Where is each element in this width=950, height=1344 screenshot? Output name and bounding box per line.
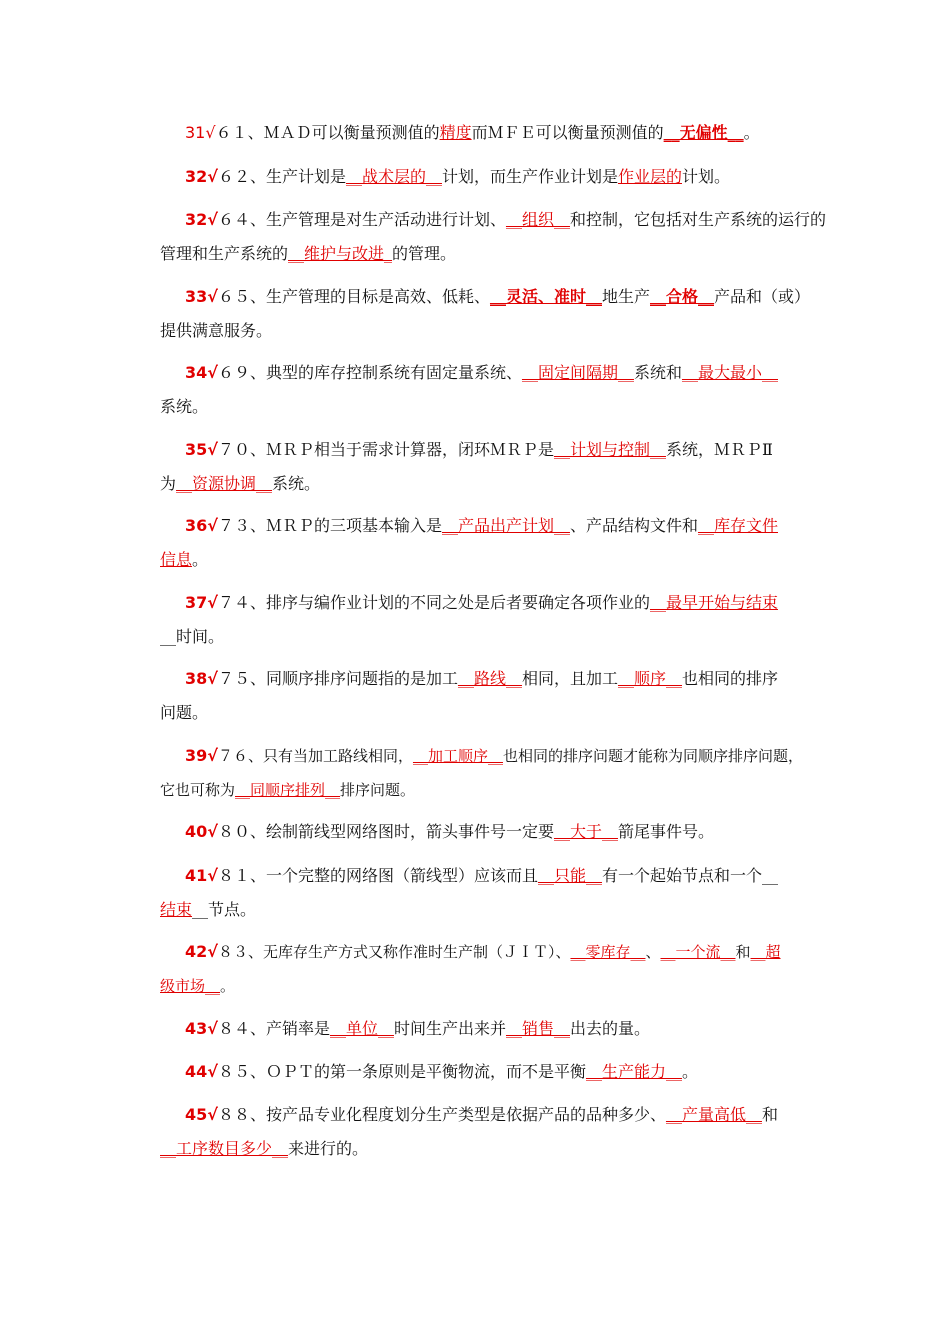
question-text: __节点。 xyxy=(192,900,257,919)
text-line xyxy=(160,969,840,1003)
question-text: 排序问题。 xyxy=(340,781,416,799)
question-item xyxy=(160,1055,840,1089)
question-item xyxy=(160,509,840,577)
question-number: 41√ xyxy=(185,866,218,885)
text-line xyxy=(160,859,840,893)
question-text: 的管理。 xyxy=(392,244,457,263)
answer-blank: 作业层的 xyxy=(617,167,682,186)
question-item xyxy=(160,356,840,424)
answer-blank: 结束 xyxy=(160,900,193,919)
text-line xyxy=(160,739,840,773)
question-number: 34√ xyxy=(185,363,218,382)
question-text: ７０、ＭＲＰ相当于需求计算器，闭环ＭＲＰ是 xyxy=(217,440,554,459)
question-text: 和 xyxy=(735,943,751,961)
answer-blank: __产量高低__ xyxy=(665,1105,762,1124)
text-line xyxy=(160,893,840,927)
question-text: ８８、按产品专业化程度划分生产类型是依据产品的品种多少、 xyxy=(217,1105,666,1124)
question-text: 计划，而生产作业计划是 xyxy=(441,167,618,186)
question-item xyxy=(160,586,840,654)
answer-blank: __灵活、准时__ xyxy=(489,287,602,306)
answer-blank: __战术层的__ xyxy=(345,167,442,186)
question-number: 31√ xyxy=(185,123,216,142)
question-item xyxy=(160,1012,840,1046)
question-item xyxy=(160,203,840,271)
text-line xyxy=(160,1132,840,1166)
answer-blank: __生产能力__ xyxy=(585,1062,682,1081)
question-text: ６１、ＭＡＤ可以衡量预测值的 xyxy=(215,123,440,142)
question-text: 相同，且加工 xyxy=(521,669,618,688)
question-number: 35√ xyxy=(185,440,218,459)
answer-blank: __产品出产计划__ xyxy=(441,516,570,535)
text-line xyxy=(160,620,840,654)
question-text: 。 xyxy=(220,977,236,995)
question-text: __时间。 xyxy=(160,627,225,646)
text-line xyxy=(160,543,840,577)
answer-blank: __库存文件 xyxy=(697,516,778,535)
question-item xyxy=(160,859,840,927)
question-number: 42√ xyxy=(185,942,218,961)
text-line xyxy=(160,116,840,150)
question-number: 40√ xyxy=(185,822,218,841)
question-item xyxy=(160,815,840,849)
question-item xyxy=(160,433,840,501)
text-line xyxy=(160,815,840,849)
answer-blank: __路线__ xyxy=(457,669,522,688)
answer-blank: __资源协调__ xyxy=(176,474,273,493)
question-number: 33√ xyxy=(185,287,218,306)
question-item xyxy=(160,739,840,807)
question-number: 32√ xyxy=(185,210,218,229)
question-text: ７５、同顺序排序问题指的是加工 xyxy=(217,669,458,688)
question-text: ６２、生产计划是 xyxy=(217,167,346,186)
answer-blank: __销售__ xyxy=(505,1019,570,1038)
question-item xyxy=(160,160,840,194)
question-text: ７６、只有当加工路线相同， xyxy=(217,747,413,765)
question-number: 45√ xyxy=(185,1105,218,1124)
question-item xyxy=(160,662,840,730)
text-line xyxy=(160,773,840,807)
answer-blank: 精度 xyxy=(439,123,472,142)
question-text: 提供满意服务。 xyxy=(160,321,273,340)
answer-blank: __大于__ xyxy=(553,822,618,841)
question-text: 它也可称为 xyxy=(160,781,236,799)
question-text: 、 xyxy=(645,943,661,961)
question-text: 。 xyxy=(192,550,209,569)
question-text: 和控制，它包括对生产系统的运行的 xyxy=(569,210,826,229)
question-text: 时间生产出来并 xyxy=(393,1019,506,1038)
answer-blank: 信息 xyxy=(160,550,193,569)
text-line xyxy=(160,356,840,390)
text-line xyxy=(160,433,840,467)
text-line xyxy=(160,467,840,501)
question-text: 。 xyxy=(743,123,760,142)
question-text: 为 xyxy=(160,474,177,493)
answer-blank: __同顺序排列__ xyxy=(235,781,341,799)
question-text: 有一个起始节点和一个__ xyxy=(601,866,778,885)
question-text: ７３、ＭＲＰ的三项基本输入是 xyxy=(217,516,442,535)
question-number: 39√ xyxy=(185,746,218,765)
text-line xyxy=(160,509,840,543)
answer-blank: __只能__ xyxy=(537,866,602,885)
answer-blank: __单位__ xyxy=(329,1019,394,1038)
question-text: ６５、生产管理的目标是高效、低耗、 xyxy=(217,287,490,306)
text-line xyxy=(160,314,840,348)
question-text: ８５、ＯＰＴ的第一条原则是平衡物流，而不是平衡 xyxy=(217,1062,586,1081)
text-line xyxy=(160,237,840,271)
answer-blank: __维护与改进_ xyxy=(288,244,393,263)
question-text: ６４、生产管理是对生产活动进行计划、 xyxy=(217,210,506,229)
question-text: ８０、绘制箭线型网络图时，箭头事件号一定要 xyxy=(217,822,554,841)
question-text: 而ＭＦＥ可以衡量预测值的 xyxy=(471,123,664,142)
question-text: ７４、排序与编作业计划的不同之处是后者要确定各项作业的 xyxy=(217,593,650,612)
question-number: 44√ xyxy=(185,1062,218,1081)
question-text: 出去的量。 xyxy=(570,1019,651,1038)
question-text: 来进行的。 xyxy=(288,1139,369,1158)
question-text: ６９、典型的库存控制系统有固定量系统、 xyxy=(217,363,522,382)
question-item xyxy=(160,1098,840,1166)
answer-blank: __无偏性__ xyxy=(663,123,744,142)
text-line xyxy=(160,696,840,730)
answer-blank: __零库存__ xyxy=(570,943,646,961)
answer-blank: __加工顺序__ xyxy=(412,747,503,765)
question-text: 管理和生产系统的 xyxy=(160,244,289,263)
answer-blank: __固定间隔期__ xyxy=(521,363,634,382)
question-number: 43√ xyxy=(185,1019,218,1038)
question-text: 计划。 xyxy=(682,167,731,186)
question-text: 系统。 xyxy=(160,397,209,416)
answer-blank: 级市场__ xyxy=(160,977,221,995)
question-text: 、产品结构文件和 xyxy=(569,516,698,535)
question-text: ８１、一个完整的网络图（箭线型）应该而且 xyxy=(217,866,538,885)
text-line xyxy=(160,662,840,696)
answer-blank: __超 xyxy=(750,943,781,961)
text-line xyxy=(160,280,840,314)
answer-blank: __计划与控制__ xyxy=(553,440,666,459)
question-item xyxy=(160,116,840,150)
question-text: 产品和（或） xyxy=(714,287,811,306)
answer-blank: __工序数目多少__ xyxy=(160,1139,289,1158)
question-text: 也相同的排序问题才能称为同顺序排序问题， xyxy=(502,747,803,765)
question-number: 36√ xyxy=(185,516,218,535)
question-number: 32√ xyxy=(185,167,218,186)
text-line xyxy=(160,390,840,424)
question-text: 。 xyxy=(681,1062,698,1081)
question-text: 和 xyxy=(761,1105,778,1124)
answer-blank: __一个流__ xyxy=(660,943,736,961)
answer-blank: __顺序__ xyxy=(617,669,682,688)
question-text: 系统和 xyxy=(633,363,682,382)
question-item xyxy=(160,935,840,1003)
question-number: 37√ xyxy=(185,593,218,612)
answer-blank: __组织__ xyxy=(505,210,570,229)
text-line xyxy=(160,203,840,237)
answer-blank: __最大最小__ xyxy=(681,363,778,382)
question-text: 地生产 xyxy=(601,287,650,306)
question-text: 系统。 xyxy=(272,474,321,493)
question-text: ８３、无库存生产方式又称作准时生产制（ＪＩＴ）、 xyxy=(217,943,571,961)
question-number: 38√ xyxy=(185,669,218,688)
answer-blank: __合格__ xyxy=(649,287,714,306)
question-text: 也相同的排序 xyxy=(682,669,779,688)
question-text: 系统，ＭＲＰⅡ xyxy=(665,440,773,459)
text-line xyxy=(160,1012,840,1046)
text-line xyxy=(160,935,840,969)
answer-blank: __最早开始与结束 xyxy=(649,593,778,612)
question-item xyxy=(160,280,840,348)
text-line xyxy=(160,1098,840,1132)
question-text: 问题。 xyxy=(160,703,209,722)
text-line xyxy=(160,586,840,620)
text-line xyxy=(160,160,840,194)
question-text: 箭尾事件号。 xyxy=(617,822,714,841)
question-text: ８４、产销率是 xyxy=(217,1019,330,1038)
text-line xyxy=(160,1055,840,1089)
